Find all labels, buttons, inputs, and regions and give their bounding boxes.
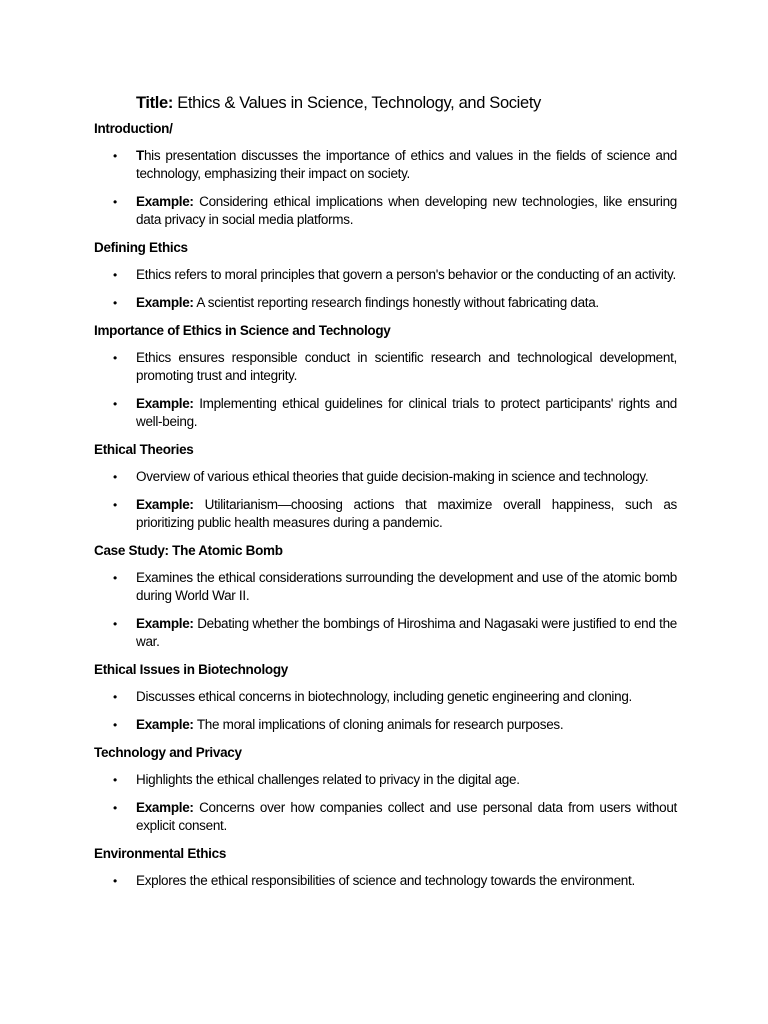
section-heading: Environmental Ethics [94,846,227,861]
section-heading: Introduction/ [94,121,173,136]
bullet-dot-icon: • [113,296,117,310]
list-item [94,615,677,651]
bullet-list [94,569,677,651]
section [94,542,677,651]
bullet-dot-icon: • [113,773,117,787]
document-body [94,120,677,890]
bullet-text: his presentation discusses the importance of ethics and values in the fields of science and technology, emphasizing their impact on society. [136,148,677,181]
bullet-list [94,349,677,431]
list-item [94,496,677,532]
list-item [94,349,677,385]
section [94,661,677,734]
list-item [94,147,677,183]
list-item [94,266,677,284]
list-item [94,771,677,789]
bullet-text: Overview of various ethical theories that guide decision-making in science and technology. [136,469,649,484]
bullet-list [94,468,677,532]
bullet-dot-icon: • [113,195,117,209]
bullet-text: Discusses ethical concerns in biotechnology, including genetic engineering and cloning. [136,689,632,704]
bullet-dot-icon: • [113,268,117,282]
bullet-list [94,688,677,734]
bullet-dot-icon: • [113,617,117,631]
bullet-dot-icon: • [113,801,117,815]
bullet-text: Ethics refers to moral principles that govern a person's behavior or the conducting of an activity. [136,267,676,282]
bullet-dot-icon: • [113,351,117,365]
list-item [94,688,677,706]
section [94,744,677,835]
list-item [94,294,677,312]
bullet-text: The moral implications of cloning animals for research purposes. [196,717,564,732]
bullet-text: Concerns over how companies collect and use personal data from users without explicit consent. [136,800,677,833]
bullet-text: Examines the ethical considerations surrounding the development and use of the atomic bomb during World War II. [136,570,677,603]
bullet-list [94,771,677,835]
section [94,120,677,229]
bullet-text: Considering ethical implications when developing new technologies, like ensuring data privacy in social media platforms. [136,194,677,227]
section-heading: Ethical Theories [94,442,194,457]
section-heading: Case Study: The Atomic Bomb [94,543,283,558]
list-item [94,193,677,229]
section-heading: Importance of Ethics in Science and Technology [94,323,391,338]
bullet-dot-icon: • [113,874,117,888]
section-heading: Defining Ethics [94,240,188,255]
title-text: Ethics & Values in Science, Technology, and Society [177,94,541,112]
bullet-dot-icon: • [113,571,117,585]
bullet-dot-icon: • [113,498,117,512]
bullet-text: Highlights the ethical challenges related to privacy in the digital age. [136,772,520,787]
bullet-list [94,147,677,229]
example-label: Example: [136,396,194,411]
bullet-dot-icon: • [113,149,117,163]
document-title [136,92,677,114]
example-label: Example: [136,800,194,815]
example-label: Example: [136,497,194,512]
bullet-text: Utilitarianism—choosing actions that maximize overall happiness, such as prioritizing public health measures during a pandemic. [136,497,677,530]
bullet-dot-icon: • [113,397,117,411]
list-item [94,716,677,734]
example-label: Example: [136,194,194,209]
section [94,845,677,890]
list-item [94,395,677,431]
bullet-list [94,872,677,890]
bullet-dot-icon: • [113,718,117,732]
bullet-text: Implementing ethical guidelines for clinical trials to protect participants' rights and well-being. [136,396,677,429]
example-label: Example: [136,295,194,310]
list-item [94,468,677,486]
list-item [94,569,677,605]
section [94,239,677,312]
example-label: Example: [136,717,194,732]
bullet-text: Debating whether the bombings of Hiroshima and Nagasaki were justified to end the war. [136,616,677,649]
example-label: Example: [136,616,194,631]
bullet-first-letter: T [136,148,144,163]
bullet-dot-icon: • [113,470,117,484]
section-heading: Technology and Privacy [94,745,242,760]
bullet-dot-icon: • [113,690,117,704]
section-heading: Ethical Issues in Biotechnology [94,662,288,677]
section [94,322,677,431]
bullet-list [94,266,677,312]
section [94,441,677,532]
list-item [94,799,677,835]
bullet-text: Explores the ethical responsibilities of science and technology towards the environment. [136,873,635,888]
bullet-text: Ethics ensures responsible conduct in scientific research and technological development, promoting trust and integrity. [136,350,677,383]
bullet-text: A scientist reporting research findings honestly without fabricating data. [196,295,599,310]
title-label: Title: [136,94,174,112]
list-item [94,872,677,890]
